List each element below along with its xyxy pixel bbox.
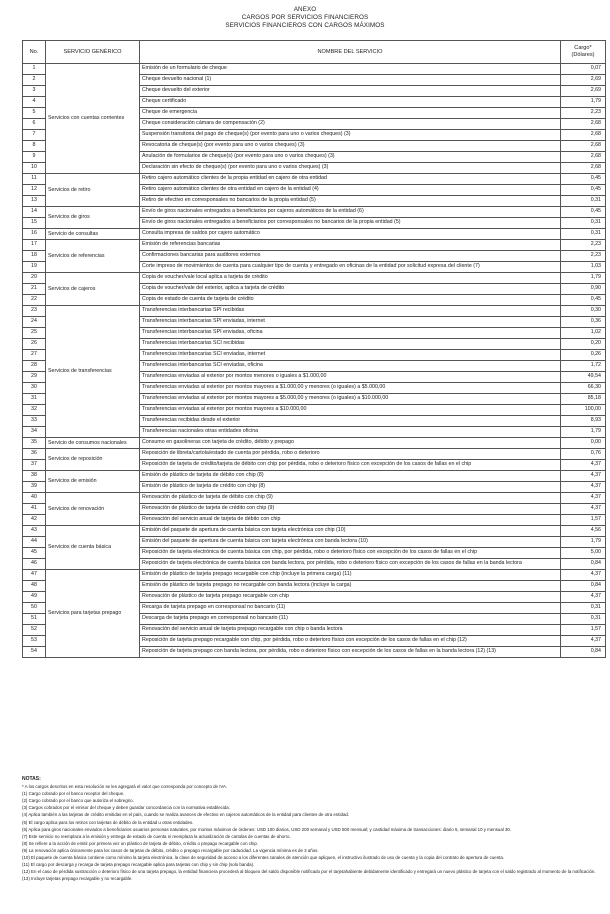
row-number: 29 <box>23 372 46 383</box>
service-cost: 0,45 <box>561 207 606 218</box>
service-name: Envío de giros nacionales entregados a beneficiarios por corresponsales no bancarios de la propia entidad (5) <box>140 218 561 229</box>
generic-service: Servicios de retiro <box>46 174 140 207</box>
col-header-generic: SERVICIO GENÉRICO <box>46 41 140 64</box>
service-cost: 1,79 <box>561 273 606 284</box>
row-number: 49 <box>23 592 46 603</box>
row-number: 24 <box>23 317 46 328</box>
row-number: 12 <box>23 185 46 196</box>
service-cost: 8,93 <box>561 416 606 427</box>
service-name: Reposición de tarjeta prepago con banda lectora, por pérdida, robo o deterioro físico con excepción de los casos de fallas en la banda lectora (12) (13) <box>140 647 561 658</box>
service-name: Copia de voucher/vale local aplica a tarjeta de crédito <box>140 273 561 284</box>
row-number: 11 <box>23 174 46 185</box>
row-number: 48 <box>23 581 46 592</box>
row-number: 41 <box>23 504 46 515</box>
service-name: Transferencias recibidas desde el exterior <box>140 416 561 427</box>
service-cost: 1,79 <box>561 537 606 548</box>
table-row <box>23 240 606 251</box>
row-number: 50 <box>23 603 46 614</box>
service-name: Transferencias enviadas al exterior por montos mayores a $10.000,00 <box>140 405 561 416</box>
generic-service: Servicios de reposición <box>46 449 140 471</box>
row-number: 7 <box>23 130 46 141</box>
row-number: 33 <box>23 416 46 427</box>
document-subtitle: SERVICIOS FINANCIEROS CON CARGOS MÁXIMOS <box>225 22 385 29</box>
row-number: 22 <box>23 295 46 306</box>
service-cost: 49,54 <box>561 372 606 383</box>
service-name: Revocatoria de cheque(s) (por evento para uno o varios cheques) (3) <box>140 141 561 152</box>
row-number: 3 <box>23 86 46 97</box>
generic-service: Servicios para tarjetas prepago <box>46 570 140 658</box>
row-number: 15 <box>23 218 46 229</box>
service-cost: 0,36 <box>561 317 606 328</box>
row-number: 54 <box>23 647 46 658</box>
table-row <box>23 273 606 284</box>
row-number: 42 <box>23 515 46 526</box>
service-cost: 0,31 <box>561 218 606 229</box>
service-cost: 2,23 <box>561 251 606 262</box>
service-cost: 0,31 <box>561 229 606 240</box>
service-cost: 4,56 <box>561 526 606 537</box>
table-row <box>23 174 606 185</box>
generic-service: Servicio de consultas <box>46 229 140 240</box>
row-number: 27 <box>23 350 46 361</box>
generic-service: Servicios de cuenta básica <box>46 526 140 570</box>
service-cost: 0,31 <box>561 603 606 614</box>
service-cost: 0,30 <box>561 306 606 317</box>
generic-service: Servicios de referencias <box>46 240 140 273</box>
service-name: Declaración sin efecto de cheque(s) (por evento para uno o varios cheques) (3) <box>140 163 561 174</box>
row-number: 18 <box>23 251 46 262</box>
row-number: 51 <box>23 614 46 625</box>
service-cost: 0,90 <box>561 284 606 295</box>
row-number: 35 <box>23 438 46 449</box>
notes-title: NOTAS: <box>22 776 41 782</box>
service-name: Reposición de libreta/cartola/estado de cuenta por pérdida, robo o deterioro <box>140 449 561 460</box>
note-item: (8) Se refiere a la acción de emitir por primera vez un plástico de tarjeta de débito, crédito o prepago recargable con chip. <box>22 840 259 846</box>
service-name: Renovación de plástico de tarjeta de crédito con chip (9) <box>140 504 561 515</box>
service-name: Transferencias interbancarias SPI recibidas <box>140 306 561 317</box>
service-cost: 0,20 <box>561 339 606 350</box>
note-item: (3) Cargos cobrados por el emisor del cheque y deben guardar concordancia con la normativa establecida. <box>22 805 230 811</box>
service-name: Cheque devuelto del exterior <box>140 86 561 97</box>
service-cost: 0,45 <box>561 295 606 306</box>
row-number: 16 <box>23 229 46 240</box>
service-cost: 2,68 <box>561 141 606 152</box>
note-item: * A los cargos descritos en esta resolución se les agregará el valor que corresponda por concepto de IVA. <box>22 784 228 790</box>
service-cost: 4,37 <box>561 570 606 581</box>
row-number: 25 <box>23 328 46 339</box>
generic-service: Servicios con cuentas corrientes <box>46 64 140 174</box>
service-cost: 0,31 <box>561 196 606 207</box>
service-cost: 4,37 <box>561 493 606 504</box>
row-number: 45 <box>23 548 46 559</box>
service-cost: 0,45 <box>561 174 606 185</box>
service-cost: 0,84 <box>561 581 606 592</box>
service-cost: 0,84 <box>561 647 606 658</box>
service-name: Cheque certificado <box>140 97 561 108</box>
row-number: 8 <box>23 141 46 152</box>
service-name: Reposición de tarjeta electrónica de cuenta básica con chip, por pérdida, robo o deterioro físico con excepción de los casos de fallas en el chip <box>140 548 561 559</box>
row-number: 2 <box>23 75 46 86</box>
table-row <box>23 306 606 317</box>
row-number: 43 <box>23 526 46 537</box>
service-name: Reposición de tarjeta de crédito/tarjeta de débito con chip por pérdida, robo o deterioro físico con excepción de los casos de fallas en el chip <box>140 460 561 471</box>
row-number: 47 <box>23 570 46 581</box>
row-number: 13 <box>23 196 46 207</box>
service-cost: 66,30 <box>561 383 606 394</box>
row-number: 10 <box>23 163 46 174</box>
service-cost: 4,37 <box>561 471 606 482</box>
service-cost: 0,45 <box>561 185 606 196</box>
service-cost: 100,00 <box>561 405 606 416</box>
col-header-no: No. <box>23 41 46 64</box>
service-cost: 2,68 <box>561 130 606 141</box>
service-name: Renovación de plástico de tarjeta de débito con chip (9) <box>140 493 561 504</box>
service-cost: 5,00 <box>561 548 606 559</box>
row-number: 19 <box>23 262 46 273</box>
note-item: (12) En el caso de pérdida sustracción o deterioro físico de una tarjeta prepago, la entidad financiera procederá al bloqueo del saldo disponible notificado por el tarjetahabiente debidamente identificado y entregará un nuevo plástico de tarjeta con el saldo registrado al momento de la notificación. <box>22 869 596 875</box>
service-name: Transferencias nacionales otras entidades oficina <box>140 427 561 438</box>
table-header-row <box>23 41 606 64</box>
service-cost: 2,69 <box>561 75 606 86</box>
row-number: 20 <box>23 273 46 284</box>
table-row <box>23 493 606 504</box>
service-name: Renovación del servicio anual de tarjeta de débito con chip <box>140 515 561 526</box>
row-number: 39 <box>23 482 46 493</box>
service-name: Retiro cajero automático clientes de la propia entidad en cajero de otra entidad <box>140 174 561 185</box>
table-row <box>23 64 606 75</box>
row-number: 31 <box>23 394 46 405</box>
table-row <box>23 207 606 218</box>
service-name: Copia de voucher/vale del exterior, aplica a tarjeta de crédito <box>140 284 561 295</box>
service-name: Emisión de plástico de tarjeta prepago no recargable con banda lectora (incluye la carga) <box>140 581 561 592</box>
service-cost: 1,02 <box>561 328 606 339</box>
service-cost: 4,37 <box>561 636 606 647</box>
service-name: Reposición de tarjeta electrónica de cuenta básica con banda lectora, por pérdida, robo o deterioro físico con excepción de los casos de fallas en la banda lectora <box>140 559 561 570</box>
service-cost: 0,07 <box>561 64 606 75</box>
row-number: 38 <box>23 471 46 482</box>
table-body <box>23 64 606 658</box>
service-name: Consumo en gasolineras con tarjeta de crédito, débito y prepago <box>140 438 561 449</box>
service-name: Emisión de plástico de tarjeta de crédito con chip (8) <box>140 482 561 493</box>
table-row <box>23 449 606 460</box>
service-cost: 1,57 <box>561 515 606 526</box>
row-number: 30 <box>23 383 46 394</box>
service-cost: 0,84 <box>561 559 606 570</box>
service-cost: 85,18 <box>561 394 606 405</box>
table-row <box>23 438 606 449</box>
service-cost: 4,37 <box>561 460 606 471</box>
service-name: Emisión de referencias bancarias <box>140 240 561 251</box>
row-number: 28 <box>23 361 46 372</box>
row-number: 32 <box>23 405 46 416</box>
row-number: 5 <box>23 108 46 119</box>
service-name: Reposición de tarjeta prepago recargable con chip, por pérdida, robo o deterioro físico con excepción de los casos de fallas en el chip (12) <box>140 636 561 647</box>
service-name: Cheque devuelto nacional (1) <box>140 75 561 86</box>
row-number: 9 <box>23 152 46 163</box>
col-header-service: NOMBRE DEL SERVICIO <box>140 41 561 64</box>
document-header <box>0 6 610 30</box>
service-name: Anulación de formularios de cheque(s) (por evento para uno o varios cheques) (3) <box>140 152 561 163</box>
generic-service: Servicios de cajeros <box>46 273 140 306</box>
service-cost: 4,37 <box>561 482 606 493</box>
service-name: Corte impreso de movimientos de cuenta para cualquier tipo de cuenta y entregado en oficinas de la entidad por solicitud expresa del cliente (7) <box>140 262 561 273</box>
row-number: 4 <box>23 97 46 108</box>
service-name: Renovación del servicio anual de tarjeta prepago recargable con chip o banda lectora <box>140 625 561 636</box>
service-name: Cheque consideración cámara de compensación (2) <box>140 119 561 130</box>
col-header-cost: Cargo* (Dólares) <box>561 41 606 64</box>
service-name: Transferencias interbancarias SCI enviadas, oficina <box>140 361 561 372</box>
service-name: Transferencias enviadas al exterior por montos menores o iguales a $1.000,00 <box>140 372 561 383</box>
service-cost: 1,57 <box>561 625 606 636</box>
service-cost: 2,68 <box>561 163 606 174</box>
generic-service: Servicio de consumos nacionales <box>46 438 140 449</box>
generic-service: Servicios de renovación <box>46 493 140 526</box>
service-name: Emisión de plástico de tarjeta prepago recargable con chip (incluye la primera carga) (11) <box>140 570 561 581</box>
note-item: (6) Aplica para giros nacionales enviados a beneficiarios usuarios personas naturales, por montos máximos de órdenes: USD 100 diarios, USD 200 semanal y USD 500 mensual; y cantidad máxima de transacciones: diario 5, semanal 10 y mensual 30. <box>22 826 512 832</box>
service-name: Emisión del paquete de apertura de cuenta básica con tarjeta electrónica con banda lectora (10) <box>140 537 561 548</box>
row-number: 6 <box>23 119 46 130</box>
service-cost: 2,69 <box>561 86 606 97</box>
row-number: 34 <box>23 427 46 438</box>
service-name: Recarga de tarjeta prepago en corresponsal no bancario (11) <box>140 603 561 614</box>
row-number: 14 <box>23 207 46 218</box>
row-number: 53 <box>23 636 46 647</box>
service-cost: 4,37 <box>561 504 606 515</box>
service-name: Transferencias enviadas al exterior por montos mayores a $5.000,00 y menores (o iguales) a $10.000,00 <box>140 394 561 405</box>
service-name: Transferencias interbancarias SPI enviadas, internet <box>140 317 561 328</box>
service-cost: 4,37 <box>561 592 606 603</box>
row-number: 46 <box>23 559 46 570</box>
service-cost: 0,26 <box>561 350 606 361</box>
table-row <box>23 570 606 581</box>
service-cost: 0,00 <box>561 438 606 449</box>
service-cost: 2,23 <box>561 108 606 119</box>
service-cost: 2,23 <box>561 240 606 251</box>
note-item: (2) Cargo cobrado por el banco que autoriza el sobregiro. <box>22 798 134 804</box>
service-name: Copia de estado de cuenta de tarjeta de crédito <box>140 295 561 306</box>
service-name: Envío de giros nacionales entregados a beneficiarios por cajeros automáticos de la entidad (6) <box>140 207 561 218</box>
service-cost: 1,79 <box>561 97 606 108</box>
table-row <box>23 526 606 537</box>
note-item: (11) El cargo por descarga y recarga de tarjeta prepago recargable aplica para tarjetas con chip y sin chip (solo banda). <box>22 862 255 868</box>
service-cost: 1,79 <box>561 427 606 438</box>
service-name: Descarga de tarjeta prepago en corresponsal no bancario (11) <box>140 614 561 625</box>
service-name: Emisión del paquete de apertura de cuenta básica con tarjeta electrónica con chip (10) <box>140 526 561 537</box>
note-item: (7) Este servicio no reemplaza a la emisión y entrega de estado de cuenta ni reemplaza la actualización de cartolas de cuentas de ahorro. <box>22 833 291 839</box>
generic-service: Servicios de giros <box>46 207 140 229</box>
row-number: 26 <box>23 339 46 350</box>
service-name: Suspensión transitoria del pago de cheque(s) (por evento para uno o varios cheques) (3) <box>140 130 561 141</box>
note-item: (9) La renovación aplica únicamente para los casos de tarjetas de débito, crédito o prepago recargable por caducidad. La vigencia mínima es de 3 años. <box>22 847 319 853</box>
service-name: Retiro cajero automático clientes de otra entidad en cajero de la entidad (4) <box>140 185 561 196</box>
notes-section <box>22 776 602 882</box>
note-item: (5) El cargo aplica para los retiros con tarjetas de débito de la entidad u otras entidades. <box>22 819 194 825</box>
service-cost: 1,72 <box>561 361 606 372</box>
service-name: Retiro de efectivo en corresponsales no bancarios de la propia entidad (5) <box>140 196 561 207</box>
row-number: 21 <box>23 284 46 295</box>
service-name: Confirmaciones bancarias para auditores externos <box>140 251 561 262</box>
service-name: Cheque de emergencia <box>140 108 561 119</box>
note-item: (13) Incluye tarjetas prepago recargable y no recargable. <box>22 876 133 882</box>
row-number: 1 <box>23 64 46 75</box>
document-title: CARGOS POR SERVICIOS FINANCIEROS <box>241 14 369 21</box>
row-number: 40 <box>23 493 46 504</box>
service-name: Renovación de plástico de tarjeta prepago recargable con chip <box>140 592 561 603</box>
row-number: 37 <box>23 460 46 471</box>
row-number: 23 <box>23 306 46 317</box>
table-row <box>23 471 606 482</box>
service-name: Emisión de un formulario de cheque <box>140 64 561 75</box>
generic-service: Servicios de emisión <box>46 471 140 493</box>
note-item: (1) Cargo cobrado por el banco receptor del cheque. <box>22 791 125 797</box>
service-cost: 0,76 <box>561 449 606 460</box>
service-cost: 0,31 <box>561 614 606 625</box>
charges-table <box>22 40 606 658</box>
row-number: 52 <box>23 625 46 636</box>
service-name: Transferencias interbancarias SCI enviadas, internet <box>140 350 561 361</box>
service-name: Transferencias interbancarias SCI recibidas <box>140 339 561 350</box>
row-number: 17 <box>23 240 46 251</box>
generic-service: Servicios de transferencias <box>46 306 140 438</box>
note-item: (4) Aplica también a las tarjetas de crédito emitidas en el país, cuando se realiza avances de efectivo en cajeros automáticos de la entidad para clientes de otra entidad. <box>22 812 350 818</box>
service-name: Transferencias enviadas al exterior por montos mayores a $1.000,00 y menores (o iguales) a $5.000,00 <box>140 383 561 394</box>
service-name: Transferencias interbancarias SPI enviadas, oficina <box>140 328 561 339</box>
service-cost: 2,68 <box>561 119 606 130</box>
notes-list <box>22 783 602 882</box>
note-item: (10) El paquete de cuenta básica contiene como mínimo la tarjeta electrónica, la clave de seguridad de acceso a los diferentes canales de atención que apliquen, el instructivo ilustrado de uso de cuenta y la copia del contrato de apertura de cuenta. <box>22 855 505 861</box>
annex-label: ANEXO <box>293 6 317 13</box>
service-cost: 2,68 <box>561 152 606 163</box>
row-number: 36 <box>23 449 46 460</box>
service-cost: 1,03 <box>561 262 606 273</box>
table-row <box>23 229 606 240</box>
service-name: Emisión de plástico de tarjeta de débito con chip (8) <box>140 471 561 482</box>
row-number: 44 <box>23 537 46 548</box>
service-name: Consulta impresa de saldos por cajero automático <box>140 229 561 240</box>
